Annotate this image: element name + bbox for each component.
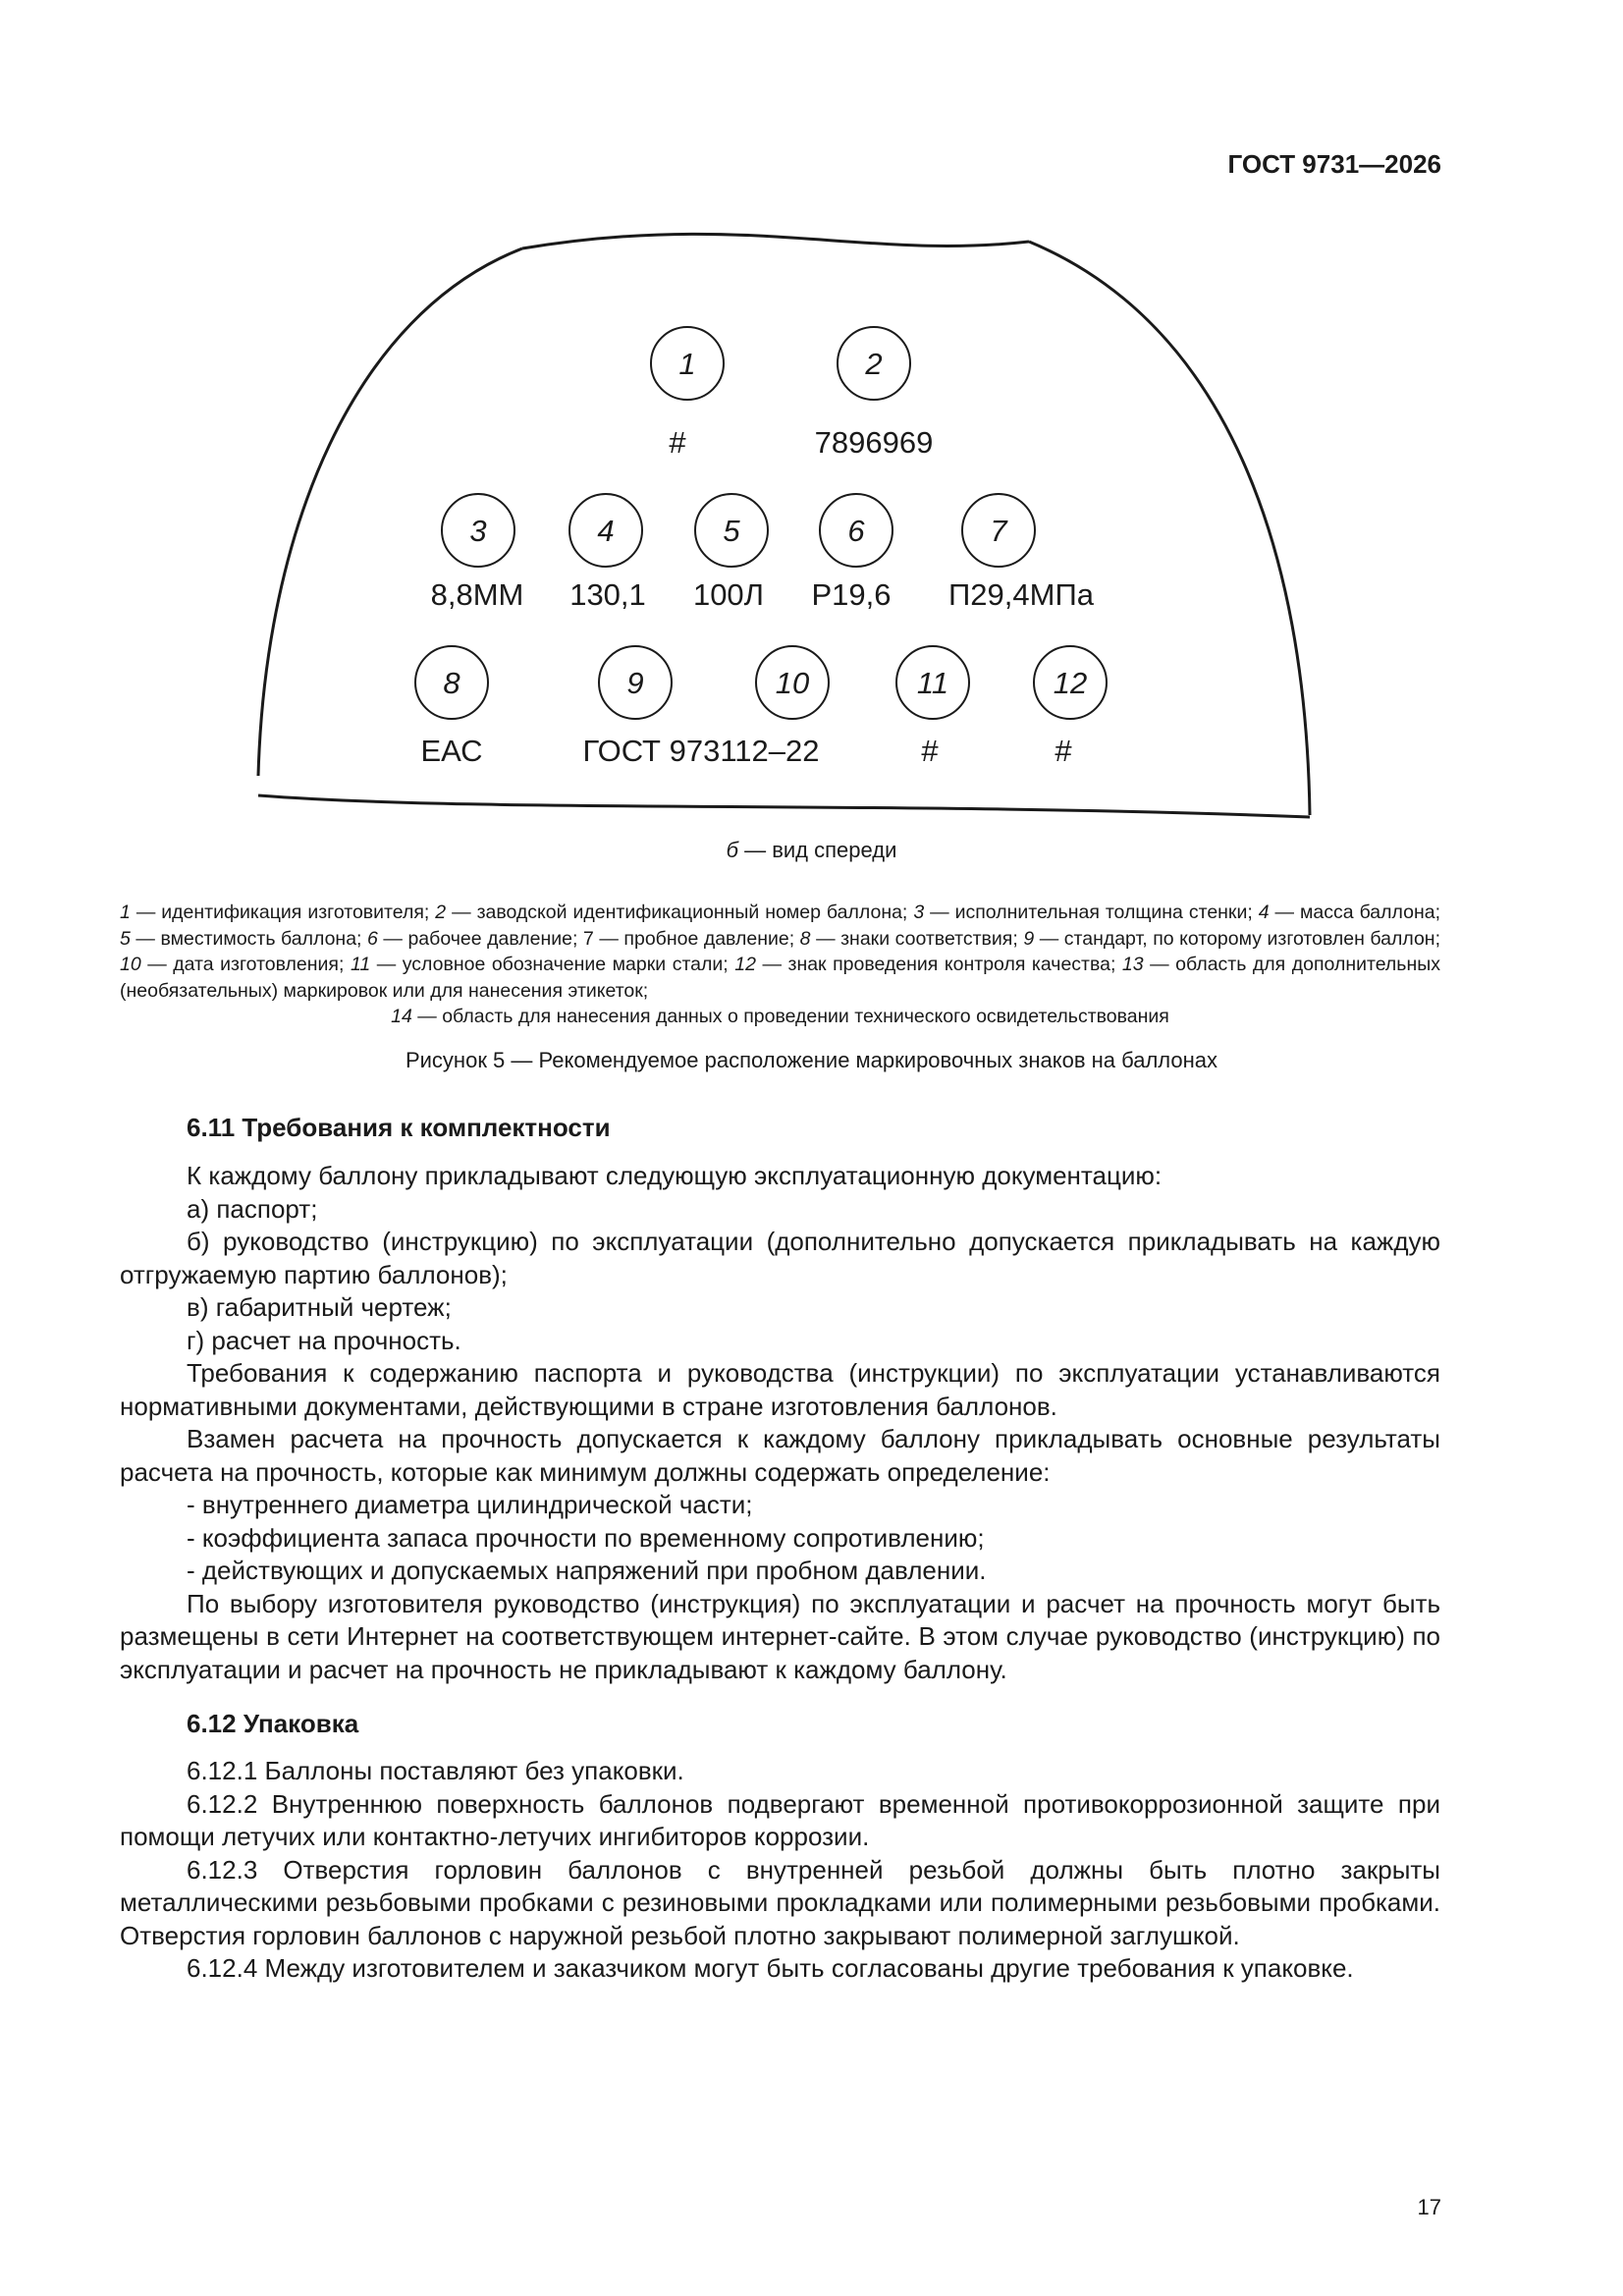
legend-num: 3	[913, 902, 925, 923]
legend-text: — идентификация изготовителя;	[130, 902, 436, 923]
list-item: г) расчет на прочность.	[187, 1325, 461, 1355]
legend-num: 6	[367, 927, 378, 950]
paragraph: Взамен расчета на прочность допускается к каждому баллону прикладывать основные результаты расчета на прочность, которые как минимум должны содержать определение:	[120, 1424, 1440, 1487]
legend-num: 5	[120, 927, 131, 950]
legend-text: — дата изготовления;	[140, 954, 351, 975]
marker-value-4: 130,1	[569, 577, 646, 612]
marker-value-11: #	[921, 734, 939, 768]
figure-caption: Рисунок 5 — Рекомендуемое расположение маркировочных знаков на баллонах	[405, 1048, 1218, 1072]
section-6-12-body	[120, 1755, 1440, 1986]
legend-num: 10	[120, 954, 141, 975]
section-6-12-heading: 6.12 Упаковка	[187, 1709, 359, 1738]
marker-value-9: ГОСТ 973112–22	[582, 734, 820, 768]
legend-num: 7	[582, 927, 594, 950]
list-item: а) паспорт;	[187, 1193, 318, 1224]
paragraph: 6.12.2 Внутреннюю поверхность баллонов подвергают временной противокоррозионной защите при помощи летучих или контактно-летучих ингибиторов коррозии.	[120, 1788, 1440, 1851]
legend-text: — вместимость баллона;	[130, 927, 368, 950]
marker-number-5: 5	[723, 514, 740, 548]
legend-num: 4	[1258, 902, 1270, 923]
marker-number-10: 10	[775, 666, 810, 700]
paragraph: 6.12.1 Баллоны поставляют без упаковки.	[187, 1756, 684, 1785]
marker-number-4: 4	[597, 514, 615, 548]
marker-value-3: 8,8ММ	[430, 577, 524, 612]
legend-text: — рабочее давление;	[377, 927, 583, 950]
legend-num: 1	[120, 902, 131, 923]
legend-num: 8	[799, 927, 811, 950]
dash-item: - действующих и допускаемых напряжений при пробном давлении.	[187, 1556, 987, 1585]
figure-legend	[120, 900, 1440, 1030]
legend-text: — область для дополнительных (необязательных) маркировок или для нанесения этикеток;	[120, 954, 1440, 1002]
cylinder-marking-figure	[0, 0, 1623, 825]
subcaption-letter: б	[726, 838, 738, 862]
legend-text: — стандарт, по которому изготовлен баллон;	[1034, 927, 1440, 950]
marker-number-2: 2	[865, 347, 883, 381]
cylinder-outline-bottom	[258, 795, 1310, 817]
marker-value-6: Р19,6	[811, 577, 892, 612]
marker-number-12: 12	[1053, 666, 1088, 700]
marker-value-8: ЕАС	[420, 734, 483, 768]
legend-text: — знак проведения контроля качества;	[755, 954, 1122, 975]
cylinder-outline-top	[522, 234, 1029, 248]
legend-text: — исполнительная толщина стенки;	[924, 902, 1259, 923]
marker-number-11: 11	[916, 666, 949, 700]
legend-num: 12	[734, 954, 756, 975]
dash-item: - коэффициента запаса прочности по временному сопротивлению;	[187, 1522, 985, 1553]
legend-num: 13	[1121, 954, 1144, 975]
legend-text: — знаки соответствия;	[810, 927, 1024, 950]
legend-body	[120, 900, 1440, 1004]
document-code: ГОСТ 9731—2026	[1227, 149, 1441, 179]
legend-num: 2	[435, 902, 447, 923]
section-6-11-heading: 6.11 Требования к комплектности	[187, 1113, 611, 1142]
dash-item: - внутреннего диаметра цилиндрической части;	[187, 1490, 753, 1519]
paragraph: 6.12.4 Между изготовителем и заказчиком могут быть согласованы другие требования к упаковке.	[187, 1953, 1354, 1983]
marker-number-1: 1	[678, 347, 696, 381]
legend-text: — масса баллона;	[1269, 902, 1440, 923]
marker-value-12: #	[1055, 734, 1072, 768]
legend-text: — условное обозначение марки стали;	[370, 954, 735, 975]
paragraph: По выбору изготовителя руководство (инструкция) по эксплуатации и расчет на прочность могут быть размещены в сети Интернет на соответствующем интернет-сайте. В этом случае руководство (инструкцию) по эксплуатации и расчет на прочность не прикладывают к каждому баллону.	[120, 1588, 1440, 1684]
marker-number-8: 8	[443, 666, 460, 700]
marker-value-2: 7896969	[814, 425, 934, 460]
marker-number-6: 6	[847, 514, 865, 548]
legend-num: 11	[350, 954, 371, 975]
figure-subcaption	[0, 838, 1623, 863]
legend-last-line	[120, 1004, 1440, 1030]
list-item: в) габаритный чертеж;	[187, 1292, 452, 1322]
paragraph: Требования к содержанию паспорта и руководства (инструкции) по эксплуатации устанавливаются нормативными документами, действующими в стране изготовления баллонов.	[120, 1358, 1440, 1421]
marker-number-7: 7	[990, 514, 1007, 548]
marker-value-7: П29,4МПа	[948, 577, 1094, 612]
legend-num: 14	[391, 1006, 412, 1027]
section-6-11-body	[120, 1160, 1440, 1686]
paragraph: 6.12.3 Отверстия горловин баллонов с внутренней резьбой должны быть плотно закрыты металлическими резьбовыми пробками с резиновыми прокладками или полимерными резьбовыми пробками. Отверстия горловин баллонов с наружной резьбой плотно закрывают полимерной заглушкой.	[120, 1854, 1440, 1950]
marker-value-1: #	[669, 425, 686, 460]
subcaption-text: — вид спереди	[737, 838, 897, 862]
list-item: б) руководство (инструкцию) по эксплуатации (дополнительно допускается прикладывать на каждую отгружаемую партию баллонов);	[120, 1227, 1440, 1289]
legend-num: 9	[1023, 927, 1035, 950]
marker-number-9: 9	[626, 666, 644, 700]
page-number: 17	[1417, 2195, 1441, 2219]
marker-value-5: 100Л	[692, 577, 765, 612]
legend-text: — пробное давление;	[593, 927, 800, 950]
cylinder-outline-right	[1029, 242, 1310, 815]
paragraph: К каждому баллону прикладывают следующую эксплуатационную документацию:	[187, 1161, 1163, 1190]
legend-text: — заводской идентификационный номер баллона;	[446, 902, 914, 923]
marker-number-3: 3	[469, 514, 487, 548]
legend-text: — область для нанесения данных о проведении технического освидетельствования	[411, 1006, 1169, 1027]
